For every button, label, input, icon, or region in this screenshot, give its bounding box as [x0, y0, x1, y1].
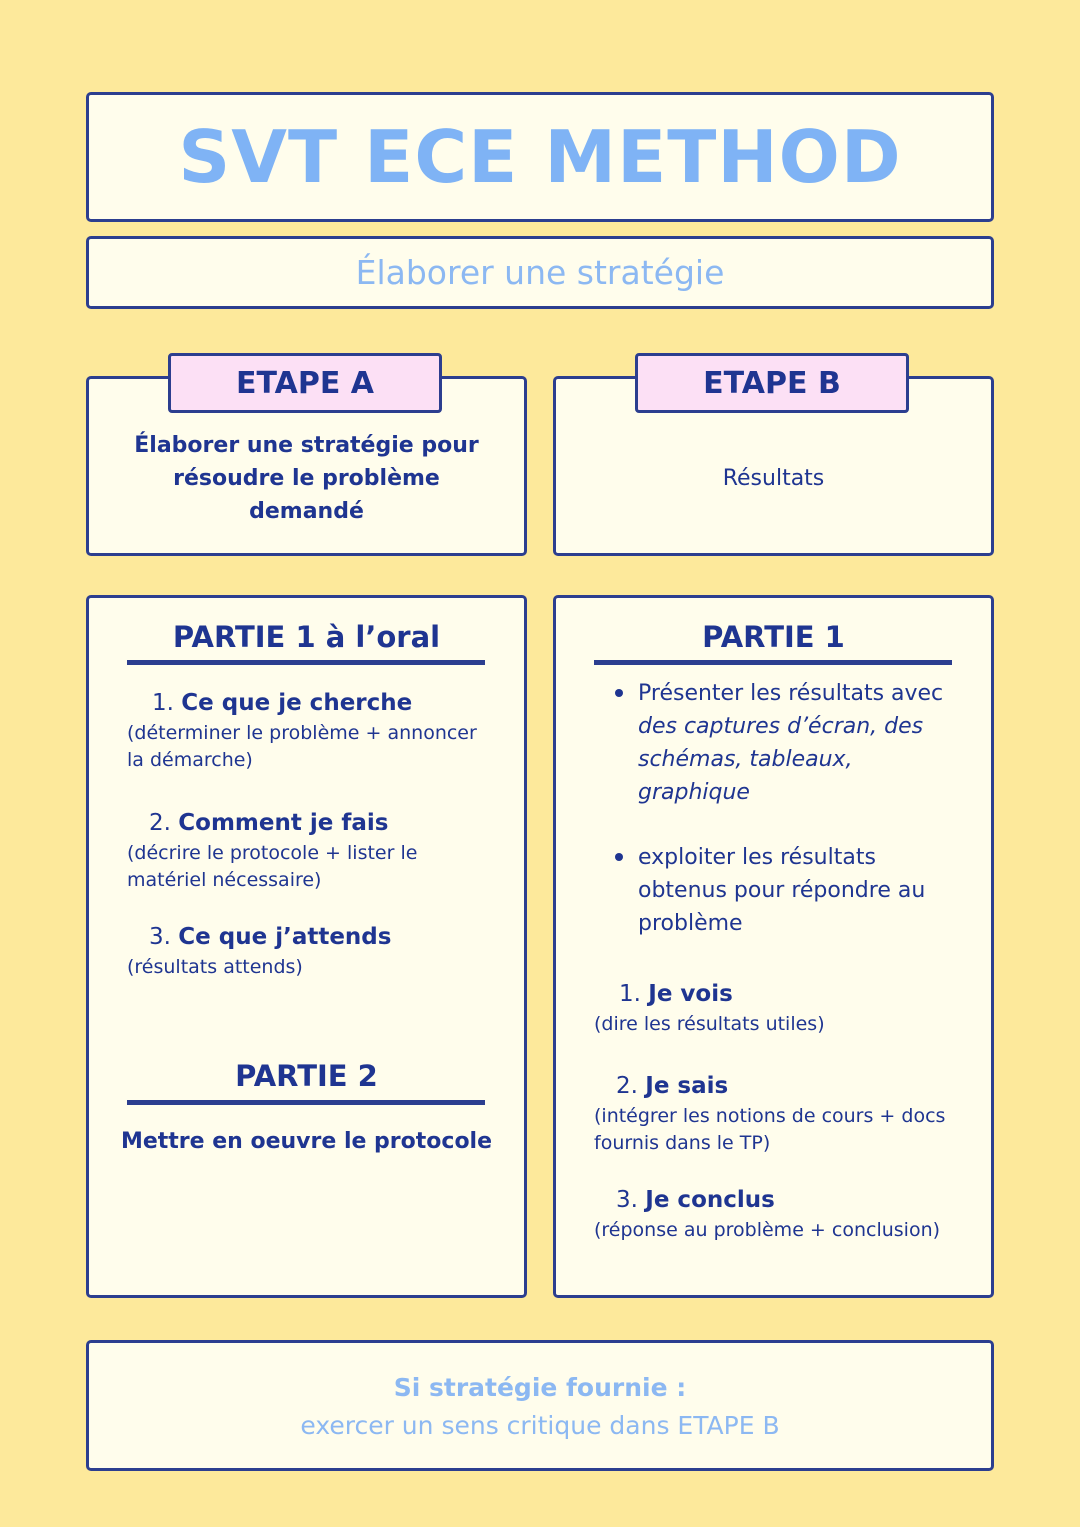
partie-1-title: PARTIE 1	[702, 620, 845, 654]
etape-b-tab: ETAPE B	[635, 353, 909, 413]
etape-a-line-3: demandé	[249, 499, 364, 524]
partie-2-title: PARTIE 2	[235, 1059, 378, 1093]
divider	[594, 660, 952, 665]
list-item-head: 2. Comment je fais	[149, 810, 389, 836]
bullet-icon	[615, 853, 623, 861]
list-item-head: 3. Je conclus	[616, 1187, 775, 1213]
list-item-head: 1. Ce que je cherche	[152, 690, 413, 716]
etape-a-line-1: Élaborer une stratégie pour	[134, 433, 479, 458]
divider	[127, 660, 485, 665]
right-panel	[553, 595, 994, 1298]
list-item-desc: (décrire le protocole + lister le matériel nécessaire)	[127, 842, 418, 891]
footer-box	[86, 1340, 994, 1471]
list-item-head: 3. Ce que j’attends	[149, 924, 392, 950]
footer-heading: Si stratégie fournie :	[393, 1373, 687, 1402]
divider	[127, 1100, 485, 1105]
bullet-item: Présenter les résultats avec des captures d’écran, des schémas, tableaux, graphique	[638, 681, 944, 805]
list-item-head: 2. Je sais	[616, 1073, 729, 1099]
subtitle-box	[86, 236, 994, 309]
list-item-desc: (dire les résultats utiles)	[594, 1013, 825, 1035]
page-title: SVT ECE METHOD	[178, 115, 902, 199]
list-item-head: 1. Je vois	[619, 981, 733, 1007]
etape-a-text	[89, 429, 524, 528]
title-box	[86, 92, 994, 222]
etape-a-line-2: résoudre le problème	[173, 466, 440, 491]
partie-1-oral-title: PARTIE 1 à l’oral	[172, 620, 441, 654]
list-item-desc: (résultats attends)	[127, 956, 303, 978]
page-subtitle: Élaborer une stratégie	[355, 253, 725, 292]
bullet-item: exploiter les résultats obtenus pour répondre au problème	[638, 845, 926, 936]
footer-text: exercer un sens critique dans ETAPE B	[300, 1411, 780, 1440]
list-item-desc: (intégrer les notions de cours + docs fournis dans le TP)	[594, 1105, 946, 1154]
list-item-desc: (déterminer le problème + annoncer la démarche)	[127, 722, 477, 771]
bullet-icon	[615, 689, 623, 697]
etape-b-text: Résultats	[722, 466, 825, 491]
left-panel	[86, 595, 527, 1298]
partie-2-text: Mettre en oeuvre le protocole	[120, 1129, 493, 1154]
etape-a-tab: ETAPE A	[168, 353, 442, 413]
list-item-desc: (réponse au problème + conclusion)	[594, 1219, 941, 1241]
